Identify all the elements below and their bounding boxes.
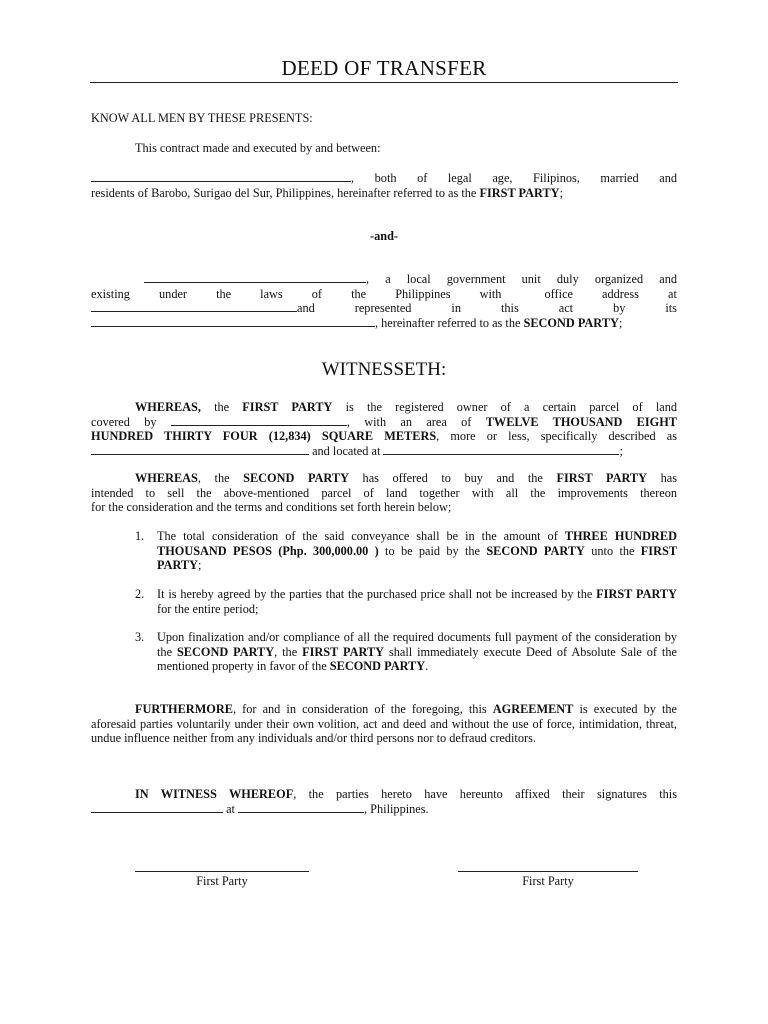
first-party-line-2-text: residents of Barobo, Surigao del Sur, Philippines, hereinafter referred to as the xyxy=(91,185,480,200)
text: ; xyxy=(198,558,202,573)
first-party-label: FIRST PARTY xyxy=(157,543,678,573)
second-party-paragraph xyxy=(91,272,677,330)
text: unto the xyxy=(584,543,641,558)
clause-number: 1. xyxy=(135,529,145,543)
opening-text: KNOW ALL MEN BY THESE PRESENTS: xyxy=(91,111,313,125)
text: ; xyxy=(619,443,623,458)
text: , the xyxy=(197,471,244,485)
second-party-line-3 xyxy=(91,301,677,316)
word: the xyxy=(216,286,232,301)
signature-label-right: First Party xyxy=(522,874,574,888)
signature-line-left[interactable] xyxy=(135,871,309,872)
text: covered by xyxy=(91,414,171,429)
whereas-lead: WHEREAS, xyxy=(135,400,201,414)
intro-text: This contract made and executed by and between: xyxy=(135,141,381,155)
whereas-1-line-2 xyxy=(91,415,677,430)
text: to be paid by the xyxy=(378,543,487,558)
word: office xyxy=(544,286,573,301)
whereas-1-line-3 xyxy=(91,429,677,444)
office-address-blank[interactable] xyxy=(91,301,297,312)
witness-line-1 xyxy=(91,787,677,802)
second-party-label: SECOND PARTY xyxy=(243,471,349,485)
opening-line xyxy=(91,111,677,126)
text: . xyxy=(425,659,429,674)
witness-line-2 xyxy=(91,802,677,817)
date-blank[interactable] xyxy=(91,802,223,813)
text: is the registered owner of a certain parcel of land xyxy=(332,400,677,414)
whereas-2-line-3: for the consideration and the terms and conditions set forth herein below; xyxy=(91,500,452,515)
signature-left xyxy=(135,871,309,889)
first-party-line-1-text: , both of legal age, Filipinos, married and xyxy=(351,171,677,185)
word: in xyxy=(451,301,461,316)
text: , Philippines. xyxy=(364,801,429,816)
second-party-name-blank[interactable] xyxy=(144,272,366,283)
semicolon: ; xyxy=(559,185,563,200)
first-party-paragraph xyxy=(91,171,677,200)
text: , more or less, specifically described as xyxy=(436,429,677,444)
clause-number: 3. xyxy=(135,630,145,644)
word: with xyxy=(479,286,502,301)
document-title: DEED OF TRANSFER xyxy=(281,56,487,80)
first-party-label: FIRST PARTY xyxy=(242,400,333,414)
second-party-line-4-text: , hereinafter referred to as the xyxy=(375,315,524,330)
whereas-2-paragraph xyxy=(91,471,677,515)
title-number-blank[interactable] xyxy=(171,415,347,426)
amount-words: THREE HUNDRED THOUSAND PESOS (Php. 300,000.00 ) xyxy=(157,529,677,558)
representative-blank[interactable] xyxy=(91,316,375,327)
description-blank[interactable] xyxy=(91,444,309,455)
word: this xyxy=(500,301,519,316)
signature-right xyxy=(458,871,638,889)
intro-paragraph xyxy=(135,141,677,156)
word: address xyxy=(602,286,639,301)
whereas-2-line-1 xyxy=(91,471,677,486)
witness-paragraph xyxy=(91,787,677,816)
witness-lead: IN WITNESS WHEREOF xyxy=(135,787,294,801)
clause-number: 2. xyxy=(135,587,145,601)
whereas-lead: WHEREAS xyxy=(135,471,198,485)
and-separator xyxy=(91,229,677,244)
word: existing xyxy=(91,286,130,301)
second-party-label: SECOND PARTY xyxy=(523,315,619,330)
and-label: -and- xyxy=(369,229,399,243)
text: It is hereby agreed by the parties that the purchased price shall not be increased by the xyxy=(157,587,597,601)
word: under xyxy=(159,286,188,301)
first-party-line-1 xyxy=(91,171,677,186)
second-party-line-1-text: , a local government unit duly organized and xyxy=(366,272,677,286)
area-words: TWELVE THOUSAND EIGHT xyxy=(485,414,677,429)
first-party-line-2 xyxy=(91,186,677,201)
witnesseth-heading: WITNESSETH: xyxy=(321,359,447,380)
clause-1-text xyxy=(157,529,677,573)
clause-2-text xyxy=(157,587,677,616)
furthermore-paragraph xyxy=(91,702,677,746)
whereas-2-line-2: intended to sell the above-mentioned parcel of land together with all the improvements thereon xyxy=(91,485,677,500)
word: laws xyxy=(260,286,283,301)
place-blank[interactable] xyxy=(238,802,364,813)
semicolon: ; xyxy=(618,315,623,330)
text: is executed by the aforesaid parties voluntarily under their own volition, act and deed and without the use of force, intimidation, threat, undue influence neither from any individuals and/or third persons nor to defraud creditors. xyxy=(91,702,678,746)
text: has offered to buy and the xyxy=(348,471,557,485)
second-party-line-2 xyxy=(91,287,677,302)
second-party-label: SECOND PARTY xyxy=(486,543,585,558)
text: the xyxy=(200,400,243,414)
agreement-label: AGREEMENT xyxy=(492,702,574,716)
text: The total consideration of the said conveyance shall be in the amount of xyxy=(157,529,565,543)
word: represented xyxy=(354,301,412,316)
text: , for and in consideration of the foregoing, this xyxy=(232,702,493,716)
second-party-line-1 xyxy=(91,272,677,287)
signature-line-right[interactable] xyxy=(458,871,638,872)
text: for the entire period; xyxy=(157,601,259,616)
second-party-line-4 xyxy=(91,316,677,331)
word: the xyxy=(351,286,367,301)
text: at xyxy=(223,801,239,816)
title-underline xyxy=(90,82,678,83)
whereas-1-line-1 xyxy=(91,400,677,415)
word: of xyxy=(311,286,323,301)
area-words-2: HUNDRED THIRTY FOUR (12,834) SQUARE METERS xyxy=(91,429,437,444)
furthermore-lead: FURTHERMORE xyxy=(135,702,233,716)
signature-label-left: First Party xyxy=(196,874,248,888)
word: Philippines xyxy=(395,286,451,301)
clause-3-text xyxy=(157,630,677,674)
text: , the parties hereto have hereunto affixed their signatures this xyxy=(293,787,677,801)
first-party-name-blank[interactable] xyxy=(91,171,351,182)
text: and located at xyxy=(309,443,384,458)
whereas-1-paragraph xyxy=(91,400,677,458)
text: shall immediately execute Deed of Absolute Sale of the mentioned property in favor of the xyxy=(157,644,677,674)
word: by xyxy=(613,301,626,316)
word: its xyxy=(665,301,677,316)
first-party-label: FIRST PARTY xyxy=(479,185,560,200)
word: act xyxy=(558,301,574,316)
text: , the xyxy=(274,644,303,659)
first-party-label: FIRST PARTY xyxy=(302,644,385,659)
text: , with an area of xyxy=(346,414,486,429)
whereas-1-line-4 xyxy=(91,444,677,459)
location-blank[interactable] xyxy=(383,444,619,455)
first-party-label: FIRST PARTY xyxy=(596,587,677,601)
second-party-label: SECOND PARTY xyxy=(176,644,275,659)
second-party-label: SECOND PARTY xyxy=(329,659,426,674)
word: and xyxy=(297,301,315,316)
first-party-label: FIRST PARTY xyxy=(556,471,648,485)
word: at xyxy=(668,286,677,301)
text: has xyxy=(647,471,677,485)
text: Upon finalization and/or compliance of all the required documents full payment of the consideration by the xyxy=(157,630,677,659)
